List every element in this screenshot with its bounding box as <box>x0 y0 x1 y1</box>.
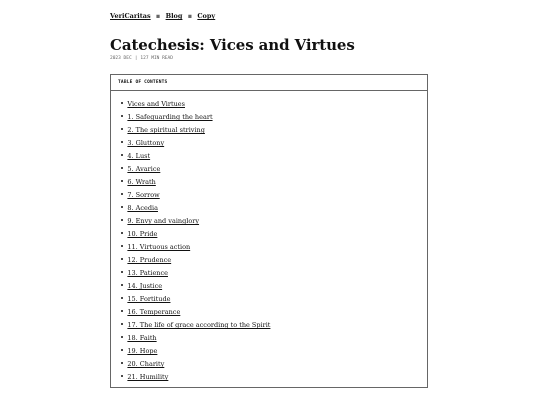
toc-item <box>121 202 270 215</box>
breadcrumb-site-link[interactable]: VeriCaritas <box>110 12 151 20</box>
bullet-icon <box>121 375 123 377</box>
toc-item <box>121 111 270 124</box>
toc-link[interactable]: 11. Virtuous action <box>127 243 191 251</box>
bullet-icon <box>121 180 123 182</box>
bullet-icon <box>121 219 123 221</box>
toc-link[interactable]: 14. Justice <box>127 282 163 290</box>
toc-item <box>121 332 270 345</box>
bullet-icon <box>121 102 123 104</box>
toc-link[interactable]: 16. Temperance <box>127 308 181 316</box>
toc-item <box>121 215 270 228</box>
toc-list <box>121 98 270 384</box>
meta-separator: | <box>134 56 138 61</box>
toc-link[interactable]: 19. Hope <box>127 347 158 355</box>
article-meta <box>110 56 173 61</box>
toc-link[interactable]: Vices and Virtues <box>127 100 185 108</box>
bullet-icon <box>121 128 123 130</box>
bullet-icon <box>121 154 123 156</box>
toc-item <box>121 306 270 319</box>
toc-link[interactable]: 21. Humility <box>127 373 169 381</box>
bullet-icon <box>121 193 123 195</box>
toc-link[interactable]: 18. Faith <box>127 334 157 342</box>
toc-link[interactable]: 6. Wrath <box>127 178 156 186</box>
bullet-icon <box>121 167 123 169</box>
toc-item <box>121 345 270 358</box>
bullet-icon <box>121 297 123 299</box>
bullet-icon <box>121 258 123 260</box>
bullet-icon <box>121 336 123 338</box>
bullet-icon <box>121 115 123 117</box>
toc-link[interactable]: 12. Prudence <box>127 256 172 264</box>
toc-item <box>121 176 270 189</box>
toc-item <box>121 267 270 280</box>
page-title: Catechesis: Vices and Virtues <box>110 36 355 54</box>
toc-link[interactable]: 10. Pride <box>127 230 158 238</box>
toc-link[interactable]: 7. Sorrow <box>127 191 160 199</box>
toc-item <box>121 371 270 384</box>
toc-item <box>121 98 270 111</box>
toc-link[interactable]: 2. The spiritual striving <box>127 126 205 134</box>
toc-item <box>121 241 270 254</box>
toc-link[interactable]: 4. Lust <box>127 152 151 160</box>
toc-item <box>121 254 270 267</box>
toc-link[interactable]: 9. Envy and vainglory <box>127 217 200 225</box>
toc-item <box>121 293 270 306</box>
bullet-icon <box>121 271 123 273</box>
toc-heading: TABLE OF CONTENTS <box>111 75 427 91</box>
toc-link[interactable]: 1. Safeguarding the heart <box>127 113 213 121</box>
toc-item <box>121 228 270 241</box>
breadcrumb-separator: ▪ <box>155 12 161 20</box>
toc-link[interactable]: 17. The life of grace according to the Spirit <box>127 321 271 329</box>
toc-item <box>121 319 270 332</box>
toc-item <box>121 189 270 202</box>
bullet-icon <box>121 362 123 364</box>
breadcrumb-copy-link[interactable]: Copy <box>197 12 216 20</box>
toc-item <box>121 137 270 150</box>
breadcrumb-blog-link[interactable]: Blog <box>165 12 183 20</box>
bullet-icon <box>121 284 123 286</box>
bullet-icon <box>121 206 123 208</box>
bullet-icon <box>121 245 123 247</box>
toc-link[interactable]: 20. Charity <box>127 360 165 368</box>
toc-link[interactable]: 3. Gluttony <box>127 139 165 147</box>
article-date: 2023 DEC <box>110 56 132 61</box>
bullet-icon <box>121 310 123 312</box>
breadcrumb-separator: ▪ <box>187 12 193 20</box>
toc-item <box>121 163 270 176</box>
toc-item <box>121 280 270 293</box>
toc-link[interactable]: 15. Fortitude <box>127 295 171 303</box>
bullet-icon <box>121 141 123 143</box>
toc-item <box>121 358 270 371</box>
bullet-icon <box>121 349 123 351</box>
toc-item <box>121 150 270 163</box>
bullet-icon <box>121 232 123 234</box>
toc-item <box>121 124 270 137</box>
bullet-icon <box>121 323 123 325</box>
toc-link[interactable]: 13. Patience <box>127 269 168 277</box>
breadcrumb <box>110 12 215 20</box>
toc-link[interactable]: 8. Acedia <box>127 204 158 212</box>
toc-link[interactable]: 5. Avarice <box>127 165 161 173</box>
table-of-contents <box>110 74 428 388</box>
read-time: 127 MIN READ <box>140 56 173 61</box>
